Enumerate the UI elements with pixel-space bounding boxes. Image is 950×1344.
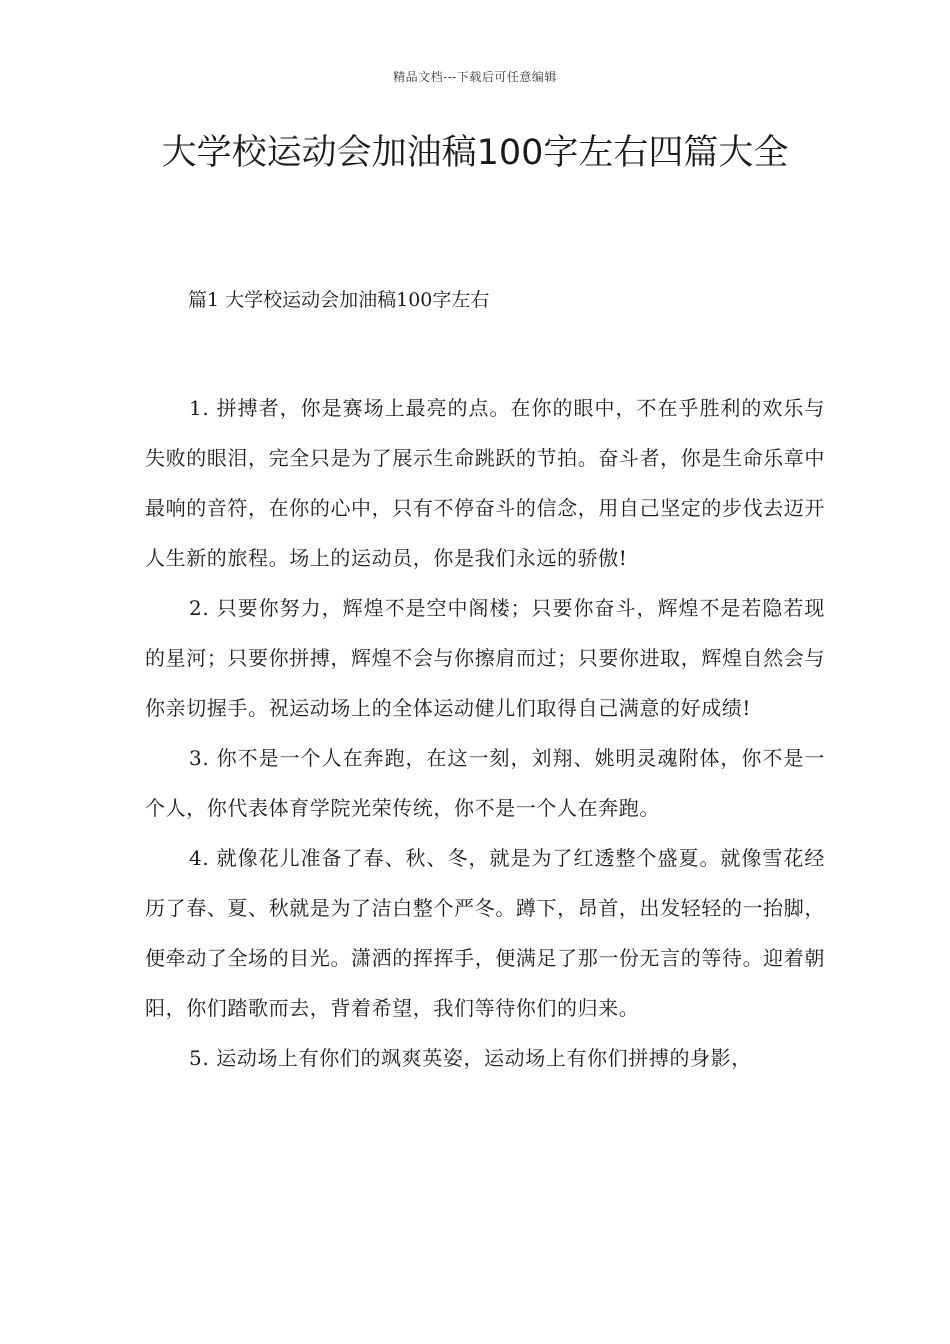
paragraph-5: 5. 运动场上有你们的飒爽英姿，运动场上有你们拼搏的身影， bbox=[189, 1046, 752, 1070]
paragraph-4: 4. 就像花儿准备了春、秋、冬，就是为了红透整个盛夏。就像雪花经历了春、夏、秋就是为了洁白整个严冬。蹲下，昂首，出发轻轻的一抬脚，便牵动了全场的目光。潇洒的挥挥手，便满足了那一份无言的等待。迎着朝阳，你们踏歌而去，背着希望，我们等待你们的归来。 bbox=[145, 846, 825, 1020]
paragraph-1: 1. 拼搏者，你是赛场上最亮的点。在你的眼中，不在乎胜利的欢乐与失败的眼泪，完全只是为了展示生命跳跃的节拍。奋斗者，你是生命乐章中最响的音符，在你的心中，只有不停奋斗的信念，用自己坚定的步伐去迈开人生新的旅程。场上的运动员，你是我们永远的骄傲! bbox=[145, 396, 825, 570]
document-body bbox=[145, 383, 825, 1083]
header-note: 精品文档---下载后可任意编辑 bbox=[393, 70, 557, 84]
paragraph-2: 2. 只要你努力，辉煌不是空中阁楼；只要你奋斗，辉煌不是若隐若现的星河；只要你拼搏，辉煌不会与你擦肩而过；只要你进取，辉煌自然会与你亲切握手。祝运动场上的全体运动健儿们取得自己满意的好成绩! bbox=[145, 596, 825, 720]
document-title: 大学校运动会加油稿100字左右四篇大全 bbox=[161, 133, 789, 173]
paragraph-3: 3. 你不是一个人在奔跑，在这一刻，刘翔、姚明灵魂附体，你不是一个人，你代表体育学院光荣传统，你不是一个人在奔跑。 bbox=[145, 746, 825, 820]
section-heading: 篇1 大学校运动会加油稿100字左右 bbox=[188, 289, 490, 311]
